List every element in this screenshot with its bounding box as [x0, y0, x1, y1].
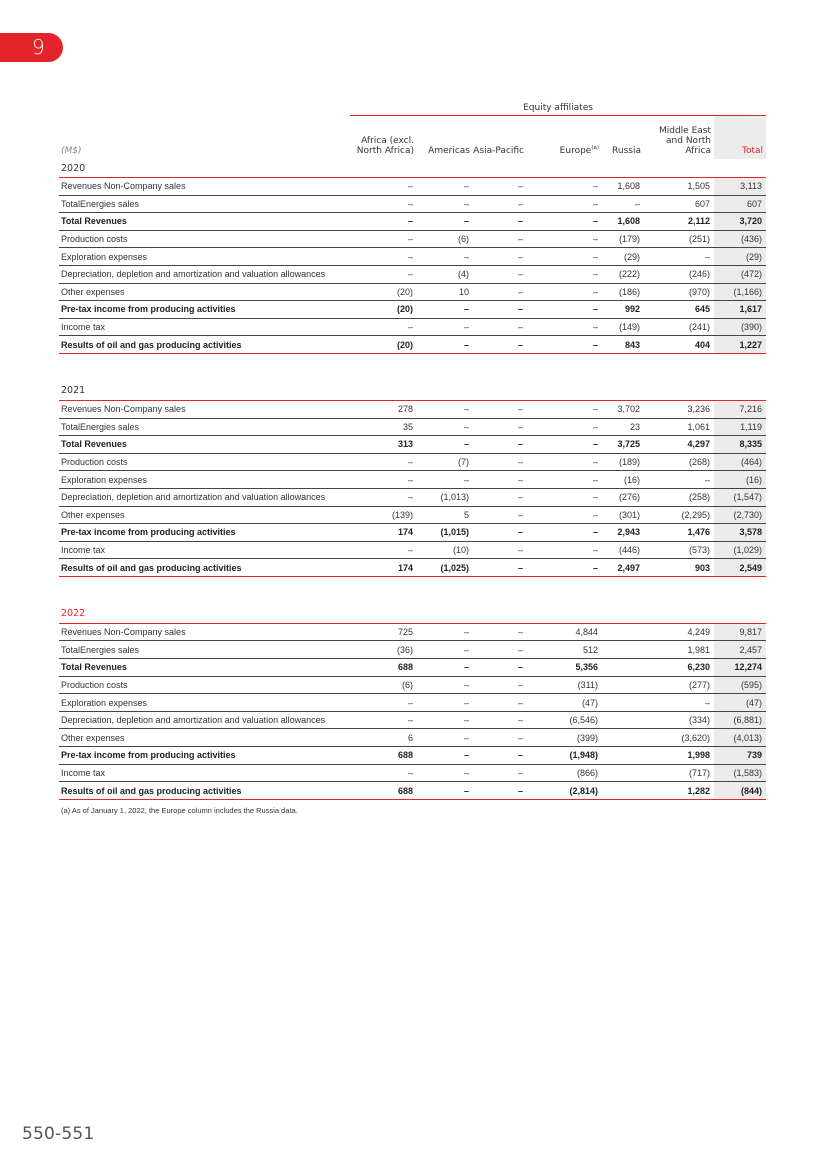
cell-africa: – [350, 764, 417, 782]
cell-africa: – [350, 265, 417, 283]
cell-asia-pacific: – [473, 178, 527, 196]
cell-asia-pacific: – [473, 248, 527, 266]
year-header-row [59, 382, 766, 401]
cell-total: 2,549 [714, 559, 766, 577]
cell-russia [602, 641, 644, 659]
column-total: Total [714, 116, 766, 160]
cell-americas: – [417, 659, 473, 677]
cell-americas: – [417, 336, 473, 354]
table-row [59, 436, 766, 454]
row-label: Production costs [59, 676, 350, 694]
cell-asia-pacific: – [473, 694, 527, 712]
cell-total: 8,335 [714, 436, 766, 454]
cell-africa: – [350, 453, 417, 471]
cell-total: (47) [714, 694, 766, 712]
cell-total: 1,119 [714, 418, 766, 436]
cell-asia-pacific: – [473, 747, 527, 765]
cell-africa: 6 [350, 729, 417, 747]
row-label: Pre-tax income from producing activities [59, 301, 350, 319]
cell-europe: 5,356 [527, 659, 602, 677]
cell-asia-pacific: – [473, 506, 527, 524]
cell-americas: – [417, 641, 473, 659]
cell-africa: – [350, 318, 417, 336]
cell-total: 9,817 [714, 623, 766, 641]
cell-total: 1,617 [714, 301, 766, 319]
cell-africa: – [350, 711, 417, 729]
row-label: Other expenses [59, 283, 350, 301]
europe-footnote-marker: (a) [591, 145, 599, 151]
cell-russia [602, 782, 644, 800]
table-row [59, 659, 766, 677]
cell-americas: – [417, 178, 473, 196]
cell-africa: 278 [350, 400, 417, 418]
cell-mena: 1,505 [644, 178, 714, 196]
cell-americas: – [417, 248, 473, 266]
table-row [59, 213, 766, 231]
cell-total: 7,216 [714, 400, 766, 418]
cell-europe: (47) [527, 694, 602, 712]
equity-affiliates-label: Equity affiliates [350, 96, 766, 116]
unit-label: (M$) [61, 146, 82, 156]
column-europe-label: Europe [559, 146, 592, 156]
cell-africa: – [350, 230, 417, 248]
cell-americas: – [417, 301, 473, 319]
cell-europe: (311) [527, 676, 602, 694]
cell-africa: – [350, 248, 417, 266]
cell-europe: (2,814) [527, 782, 602, 800]
cell-mena: 4,249 [644, 623, 714, 641]
row-label: Depreciation, depletion and amortization and valuation allowances [59, 265, 350, 283]
cell-europe: – [527, 418, 602, 436]
cell-russia: 2,497 [602, 559, 644, 577]
cell-russia [602, 729, 644, 747]
cell-russia: – [602, 195, 644, 213]
equity-affiliates-table [59, 96, 766, 800]
table-row [59, 453, 766, 471]
cell-africa: – [350, 195, 417, 213]
row-label: Total Revenues [59, 436, 350, 454]
row-label: Exploration expenses [59, 248, 350, 266]
cell-europe: – [527, 506, 602, 524]
cell-europe: – [527, 436, 602, 454]
cell-mena: (277) [644, 676, 714, 694]
cell-total: 12,274 [714, 659, 766, 677]
cell-americas: 10 [417, 283, 473, 301]
cell-africa: 688 [350, 659, 417, 677]
cell-asia-pacific: – [473, 336, 527, 354]
cell-americas: – [417, 676, 473, 694]
cell-mena: (258) [644, 488, 714, 506]
cell-total: (1,547) [714, 488, 766, 506]
cell-europe: – [527, 453, 602, 471]
footnote: (a) As of January 1, 2022, the Europe column includes the Russia data. [61, 805, 298, 815]
row-label: Revenues Non-Company sales [59, 178, 350, 196]
cell-mena: 607 [644, 195, 714, 213]
row-label: Income tax [59, 318, 350, 336]
cell-africa: – [350, 178, 417, 196]
table-row [59, 506, 766, 524]
cell-asia-pacific: – [473, 195, 527, 213]
cell-europe: – [527, 488, 602, 506]
row-label: Exploration expenses [59, 694, 350, 712]
row-label: Depreciation, depletion and amortization and valuation allowances [59, 711, 350, 729]
table-row [59, 488, 766, 506]
cell-europe: – [527, 524, 602, 542]
cell-mena: 1,998 [644, 747, 714, 765]
year-header-row [59, 159, 766, 178]
cell-africa: (20) [350, 336, 417, 354]
year-label: 2022 [59, 605, 766, 624]
cell-mena: (334) [644, 711, 714, 729]
cell-asia-pacific: – [473, 301, 527, 319]
cell-asia-pacific: – [473, 283, 527, 301]
cell-asia-pacific: – [473, 623, 527, 641]
cell-europe: – [527, 248, 602, 266]
cell-russia [602, 747, 644, 765]
cell-europe: – [527, 265, 602, 283]
cell-americas: 5 [417, 506, 473, 524]
cell-mena: 6,230 [644, 659, 714, 677]
cell-africa: – [350, 541, 417, 559]
cell-europe: (1,948) [527, 747, 602, 765]
cell-total: 2,457 [714, 641, 766, 659]
cell-africa: 174 [350, 559, 417, 577]
row-label: Results of oil and gas producing activities [59, 336, 350, 354]
cell-africa: 174 [350, 524, 417, 542]
cell-europe: – [527, 230, 602, 248]
cell-africa: (20) [350, 283, 417, 301]
cell-asia-pacific: – [473, 230, 527, 248]
cell-total: (29) [714, 248, 766, 266]
row-label: Total Revenues [59, 659, 350, 677]
cell-asia-pacific: – [473, 559, 527, 577]
cell-total: (16) [714, 471, 766, 489]
cell-russia [602, 623, 644, 641]
table-row [59, 559, 766, 577]
table-row [59, 623, 766, 641]
row-label: Production costs [59, 453, 350, 471]
cell-russia: 1,608 [602, 178, 644, 196]
column-europe [527, 116, 602, 160]
cell-europe: – [527, 336, 602, 354]
cell-europe: – [527, 471, 602, 489]
cell-russia: (301) [602, 506, 644, 524]
table-row [59, 283, 766, 301]
cell-russia: 3,725 [602, 436, 644, 454]
row-label: Results of oil and gas producing activities [59, 782, 350, 800]
cell-africa: 688 [350, 782, 417, 800]
cell-total: (6,881) [714, 711, 766, 729]
cell-russia: (186) [602, 283, 644, 301]
cell-russia: (149) [602, 318, 644, 336]
table-row [59, 764, 766, 782]
cell-mena: 1,476 [644, 524, 714, 542]
cell-asia-pacific: – [473, 729, 527, 747]
cell-russia: 23 [602, 418, 644, 436]
cell-russia: 843 [602, 336, 644, 354]
cell-asia-pacific: – [473, 418, 527, 436]
cell-europe: – [527, 541, 602, 559]
cell-asia-pacific: – [473, 764, 527, 782]
cell-total: (436) [714, 230, 766, 248]
cell-russia: (222) [602, 265, 644, 283]
year-header-row [59, 605, 766, 624]
row-label: Results of oil and gas producing activities [59, 559, 350, 577]
cell-mena: – [644, 694, 714, 712]
cell-russia: 3,702 [602, 400, 644, 418]
cell-europe: 4,844 [527, 623, 602, 641]
cell-mena: 3,236 [644, 400, 714, 418]
equity-affiliates-table-container [59, 96, 766, 815]
cell-russia [602, 676, 644, 694]
cell-asia-pacific: – [473, 471, 527, 489]
cell-russia: (29) [602, 248, 644, 266]
cell-total: (1,166) [714, 283, 766, 301]
table-row [59, 541, 766, 559]
cell-americas: – [417, 623, 473, 641]
cell-americas: (1,013) [417, 488, 473, 506]
cell-africa: (139) [350, 506, 417, 524]
section-spacer [59, 353, 766, 382]
cell-asia-pacific: – [473, 782, 527, 800]
cell-total: (464) [714, 453, 766, 471]
cell-africa: – [350, 488, 417, 506]
table-row [59, 336, 766, 354]
cell-asia-pacific: – [473, 659, 527, 677]
cell-africa: – [350, 471, 417, 489]
cell-mena: (241) [644, 318, 714, 336]
cell-europe: (6,546) [527, 711, 602, 729]
cell-mena: – [644, 248, 714, 266]
row-label: Income tax [59, 541, 350, 559]
row-label: TotalEnergies sales [59, 641, 350, 659]
row-label: Depreciation, depletion and amortization and valuation allowances [59, 488, 350, 506]
cell-africa: – [350, 213, 417, 231]
cell-europe: (399) [527, 729, 602, 747]
cell-europe: – [527, 195, 602, 213]
cell-total: 1,227 [714, 336, 766, 354]
column-middle-east-north-africa: Middle East and North Africa [658, 126, 711, 156]
cell-europe: 512 [527, 641, 602, 659]
cell-asia-pacific: – [473, 676, 527, 694]
cell-americas: (1,025) [417, 559, 473, 577]
cell-total: (1,583) [714, 764, 766, 782]
cell-africa: 688 [350, 747, 417, 765]
cell-russia: (189) [602, 453, 644, 471]
cell-mena: (246) [644, 265, 714, 283]
cell-russia: 2,943 [602, 524, 644, 542]
table-row [59, 265, 766, 283]
row-label: Revenues Non-Company sales [59, 623, 350, 641]
cell-africa: (6) [350, 676, 417, 694]
row-label: Pre-tax income from producing activities [59, 747, 350, 765]
cell-mena: (970) [644, 283, 714, 301]
cell-europe: – [527, 178, 602, 196]
column-americas: Americas [428, 146, 470, 156]
cell-africa: 313 [350, 436, 417, 454]
cell-americas: – [417, 729, 473, 747]
section-spacer [59, 576, 766, 605]
row-label: Production costs [59, 230, 350, 248]
cell-americas: – [417, 747, 473, 765]
table-row [59, 301, 766, 319]
cell-americas: – [417, 195, 473, 213]
cell-americas: – [417, 471, 473, 489]
cell-total: (2,730) [714, 506, 766, 524]
cell-russia: (179) [602, 230, 644, 248]
cell-russia: 1,608 [602, 213, 644, 231]
cell-mena: 1,981 [644, 641, 714, 659]
cell-total: 739 [714, 747, 766, 765]
cell-mena: 1,282 [644, 782, 714, 800]
cell-mena: – [644, 471, 714, 489]
cell-asia-pacific: – [473, 711, 527, 729]
table-row [59, 729, 766, 747]
cell-asia-pacific: – [473, 488, 527, 506]
table-row [59, 400, 766, 418]
table-row [59, 230, 766, 248]
row-label: Income tax [59, 764, 350, 782]
cell-mena: 1,061 [644, 418, 714, 436]
column-header-row [59, 116, 766, 160]
cell-total: (844) [714, 782, 766, 800]
row-label: Revenues Non-Company sales [59, 400, 350, 418]
row-label: Other expenses [59, 729, 350, 747]
column-asia-pacific: Asia-Pacific [473, 146, 524, 156]
cell-africa: (20) [350, 301, 417, 319]
cell-europe: – [527, 213, 602, 231]
cell-americas: – [417, 400, 473, 418]
table-row [59, 418, 766, 436]
cell-americas: (10) [417, 541, 473, 559]
cell-asia-pacific: – [473, 453, 527, 471]
row-label: Other expenses [59, 506, 350, 524]
cell-americas: – [417, 318, 473, 336]
cell-asia-pacific: – [473, 436, 527, 454]
cell-mena: (3,620) [644, 729, 714, 747]
cell-total: (390) [714, 318, 766, 336]
cell-africa: 725 [350, 623, 417, 641]
cell-mena: 645 [644, 301, 714, 319]
cell-europe: – [527, 318, 602, 336]
cell-total: 3,578 [714, 524, 766, 542]
cell-americas: – [417, 418, 473, 436]
row-label: TotalEnergies sales [59, 195, 350, 213]
cell-asia-pacific: – [473, 265, 527, 283]
cell-mena: (2,295) [644, 506, 714, 524]
cell-total: (1,029) [714, 541, 766, 559]
column-africa: Africa (excl. North Africa) [356, 136, 414, 156]
table-row [59, 471, 766, 489]
column-group-header [59, 96, 766, 116]
cell-total: 607 [714, 195, 766, 213]
cell-americas: – [417, 213, 473, 231]
cell-mena: 4,297 [644, 436, 714, 454]
year-label: 2021 [59, 382, 766, 401]
cell-mena: (573) [644, 541, 714, 559]
cell-africa: – [350, 694, 417, 712]
row-label: Exploration expenses [59, 471, 350, 489]
cell-americas: – [417, 764, 473, 782]
cell-europe: (866) [527, 764, 602, 782]
table-row [59, 524, 766, 542]
cell-mena: (251) [644, 230, 714, 248]
table-row [59, 641, 766, 659]
cell-europe: – [527, 559, 602, 577]
cell-americas: (6) [417, 230, 473, 248]
cell-asia-pacific: – [473, 400, 527, 418]
cell-russia: 992 [602, 301, 644, 319]
cell-russia [602, 659, 644, 677]
table-row [59, 747, 766, 765]
table-body [59, 159, 766, 799]
cell-total: 3,113 [714, 178, 766, 196]
cell-russia [602, 694, 644, 712]
cell-asia-pacific: – [473, 641, 527, 659]
cell-americas: – [417, 782, 473, 800]
cell-americas: (4) [417, 265, 473, 283]
cell-total: (595) [714, 676, 766, 694]
cell-total: (472) [714, 265, 766, 283]
row-label: Pre-tax income from producing activities [59, 524, 350, 542]
row-label: Total Revenues [59, 213, 350, 231]
table-row [59, 195, 766, 213]
cell-americas: (1,015) [417, 524, 473, 542]
cell-europe: – [527, 400, 602, 418]
table-row [59, 178, 766, 196]
cell-total: (4,013) [714, 729, 766, 747]
cell-asia-pacific: – [473, 213, 527, 231]
cell-africa: 35 [350, 418, 417, 436]
cell-mena: 404 [644, 336, 714, 354]
cell-asia-pacific: – [473, 318, 527, 336]
table-row [59, 248, 766, 266]
cell-mena: 2,112 [644, 213, 714, 231]
table-row [59, 711, 766, 729]
cell-americas: – [417, 711, 473, 729]
chapter-tab: 9 [0, 33, 63, 62]
year-label: 2020 [59, 159, 766, 178]
cell-europe: – [527, 283, 602, 301]
cell-russia [602, 711, 644, 729]
table-row [59, 676, 766, 694]
cell-total: 3,720 [714, 213, 766, 231]
cell-americas: – [417, 694, 473, 712]
cell-americas: (7) [417, 453, 473, 471]
cell-russia: (276) [602, 488, 644, 506]
cell-americas: – [417, 436, 473, 454]
cell-asia-pacific: – [473, 524, 527, 542]
cell-europe: – [527, 301, 602, 319]
cell-russia: (446) [602, 541, 644, 559]
cell-russia: (16) [602, 471, 644, 489]
page-reference: 550-551 [22, 1124, 95, 1144]
table-row [59, 318, 766, 336]
cell-russia [602, 764, 644, 782]
row-label: TotalEnergies sales [59, 418, 350, 436]
cell-mena: 903 [644, 559, 714, 577]
table-row [59, 782, 766, 800]
cell-asia-pacific: – [473, 541, 527, 559]
column-russia: Russia [612, 146, 641, 156]
cell-africa: (36) [350, 641, 417, 659]
cell-mena: (717) [644, 764, 714, 782]
table-row [59, 694, 766, 712]
cell-mena: (268) [644, 453, 714, 471]
